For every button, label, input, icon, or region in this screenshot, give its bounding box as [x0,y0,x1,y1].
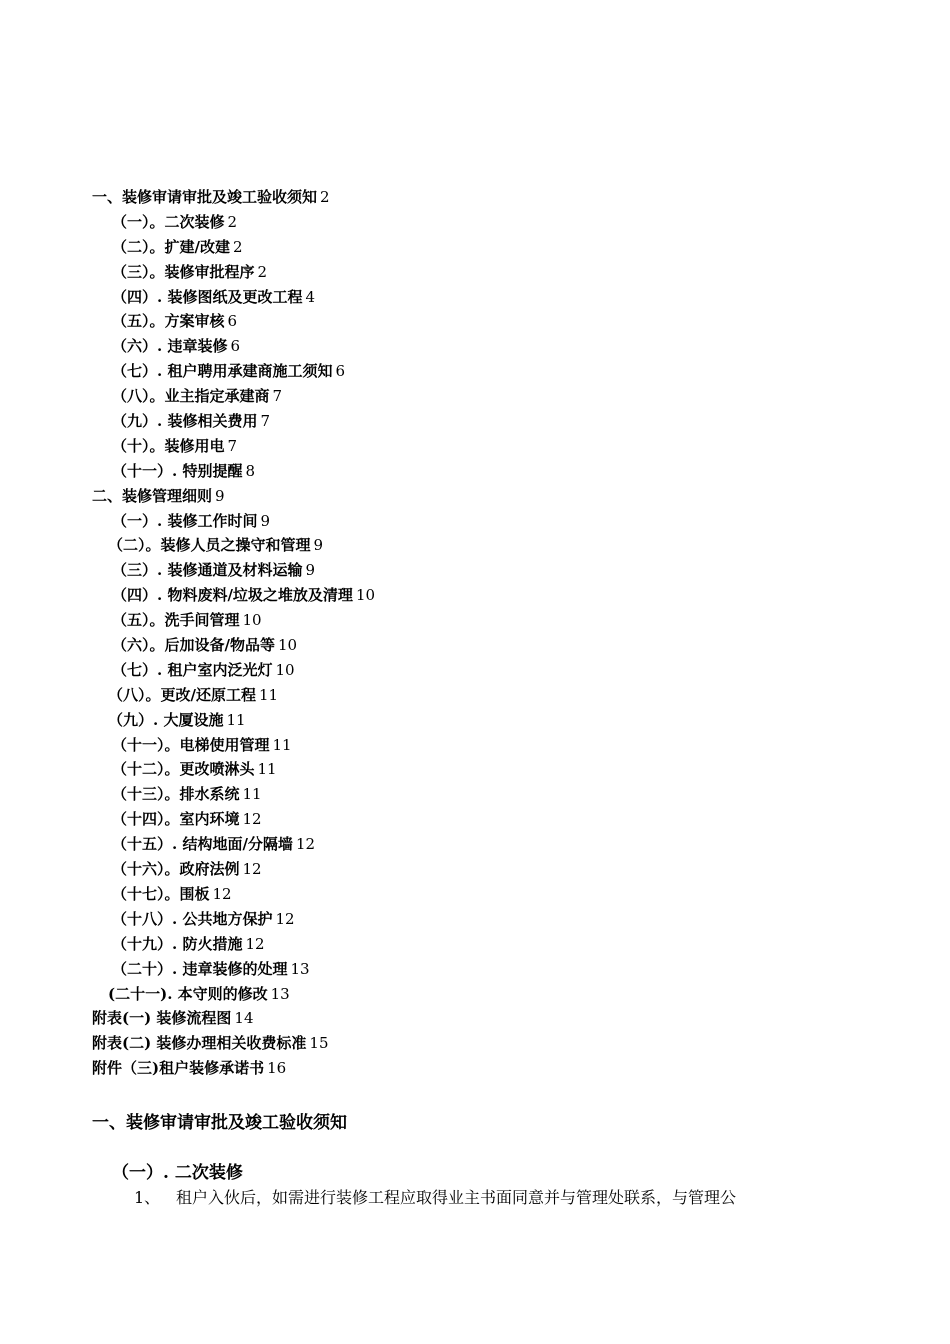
toc-entry-page: 6 [227,312,238,331]
toc-entry[interactable] [92,608,872,633]
toc-entry-title: （八）。更改/还原工程 [108,685,256,704]
toc-entry-title: （十九）. 防火措施 [112,934,243,953]
toc-entry-page: 15 [309,1034,329,1053]
toc-entry[interactable] [92,359,872,384]
toc-entry-title: （十二）。更改喷淋头 [112,760,255,779]
toc-entry-page: 9 [313,536,324,555]
toc-entry-title: （十）。装修用电 [112,436,225,455]
toc-entry-title: (二十一). 本守则的修改 [108,984,268,1003]
toc-entry[interactable] [92,757,872,782]
toc-entry-page: 12 [245,934,265,953]
toc-entry-page: 2 [227,212,238,231]
toc-entry[interactable] [92,334,872,359]
toc-entry[interactable] [92,235,872,260]
toc-entry-title: 一、装修审请审批及竣工验收须知 [92,188,318,206]
toc-entry-title: 附表(一) 装修流程图 [92,1009,232,1028]
toc-entry[interactable] [92,210,872,235]
toc-entry[interactable] [92,185,872,210]
toc-entry-page: 2 [257,262,268,281]
toc-entry[interactable] [92,658,872,683]
toc-entry[interactable] [92,683,872,708]
toc-entry-title: （九）. 装修相关费用 [112,412,258,431]
subsection-heading: （一）. 二次装修 [112,1163,243,1183]
toc-entry-page: 12 [295,835,316,854]
toc-entry[interactable] [92,509,872,534]
toc-entry-page: 10 [242,611,262,630]
toc-entry[interactable] [92,1031,872,1056]
toc-entry[interactable] [92,459,872,484]
toc-entry-title: （六）。后加设备/物品等 [112,636,275,655]
toc-entry-title: （十四）。室内环境 [112,810,240,829]
toc-entry-page: 11 [242,785,262,804]
toc-entry-page: 12 [275,909,295,928]
toc-entry-page: 13 [270,984,290,1003]
toc-entry[interactable] [92,633,872,658]
toc-entry-page: 10 [275,660,295,679]
toc-entry[interactable] [92,558,872,583]
toc-entry-page: 14 [234,1009,254,1028]
toc-entry[interactable] [92,409,872,434]
toc-entry-page: 11 [272,735,292,754]
toc-entry-title: （十六）。政府法例 [112,860,240,879]
toc-entry-page: 7 [260,412,270,431]
toc-entry[interactable] [92,882,872,907]
toc-entry-page: 11 [226,710,246,729]
toc-entry[interactable] [92,1056,872,1081]
toc-entry-title: （七）. 租户聘用承建商施工须知 [112,362,333,381]
paragraph-number: 1、 [134,1188,161,1207]
toc-entry-title: （二）。装修人员之操守和管理 [108,536,311,555]
toc-entry-page: 12 [212,884,232,903]
toc-entry-title: （十三）。排水系统 [112,785,240,804]
toc-entry[interactable] [92,957,872,982]
toc-entry-title: 二、装修管理细则 [92,486,213,505]
toc-entry-title: （三）. 装修通道及材料运输 [112,561,303,580]
toc-entry-page: 9 [215,486,225,505]
toc-entry-title: （五）。洗手间管理 [112,611,240,630]
toc-entry-page: 7 [227,436,238,455]
toc-entry[interactable] [92,285,872,310]
toc-entry[interactable] [92,857,872,882]
table-of-contents [92,185,872,1081]
toc-entry[interactable] [92,932,872,957]
toc-entry-page: 6 [335,362,345,381]
toc-entry-page: 11 [257,760,277,779]
toc-entry[interactable] [92,708,872,733]
toc-entry-page: 12 [242,810,262,829]
toc-entry[interactable] [92,782,872,807]
toc-entry-page: 11 [258,685,279,704]
toc-entry-title: （四）. 装修图纸及更改工程 [112,287,303,306]
toc-entry[interactable] [92,484,872,509]
toc-entry-page: 7 [272,387,283,406]
toc-entry-page: 9 [260,511,270,530]
toc-entry-title: （五）。方案审核 [112,312,225,331]
toc-entry-title: 附件（三)租户装修承诺书 [92,1059,265,1078]
toc-entry[interactable] [92,384,872,409]
toc-entry-page: 9 [305,561,315,580]
paragraph-text: 租户入伙后，如需进行装修工程应取得业主书面同意并与管理处联系，与管理公 [176,1188,737,1207]
toc-entry[interactable] [92,832,872,857]
toc-entry-title: （十一）. 特别提醒 [112,461,243,480]
toc-entry-title: （九）. 大厦设施 [108,710,224,729]
toc-entry-title: （二）。扩建/改建 [112,237,230,256]
toc-entry[interactable] [92,434,872,459]
toc-entry[interactable] [92,533,872,558]
toc-entry-title: （四）. 物料废料/垃圾之堆放及清理 [112,586,353,605]
toc-entry[interactable] [92,807,872,832]
section-heading: 一、装修审请审批及竣工验收须知 [92,1113,347,1133]
toc-entry-page: 10 [277,636,298,655]
toc-entry-title: 附表(二) 装修办理相关收费标准 [92,1034,307,1053]
toc-entry[interactable] [92,1006,872,1031]
toc-entry-title: （十一）。电梯使用管理 [112,735,270,754]
toc-entry-page: 12 [242,860,262,879]
toc-entry[interactable] [92,309,872,334]
toc-entry-title: （十七）。围板 [112,884,210,903]
toc-entry[interactable] [92,260,872,285]
toc-entry-page: 8 [245,461,255,480]
toc-entry-title: （十八）. 公共地方保护 [112,909,273,928]
toc-entry-title: （二十）. 违章装修的处理 [112,959,288,978]
toc-entry[interactable] [92,907,872,932]
toc-entry-page: 2 [232,237,243,256]
toc-entry-title: （六）. 违章装修 [112,337,228,356]
toc-entry-title: （三）。装修审批程序 [112,262,255,281]
toc-entry-title: （一）。二次装修 [112,212,225,231]
toc-entry[interactable] [92,583,872,608]
toc-entry-title: （七）. 租户室内泛光灯 [112,660,273,679]
toc-entry[interactable] [92,982,872,1007]
toc-entry-page: 6 [230,337,240,356]
toc-entry-title: （一）. 装修工作时间 [112,511,258,530]
toc-entry-page: 4 [305,287,315,306]
toc-entry[interactable] [92,733,872,758]
toc-entry-page: 16 [267,1059,287,1078]
paragraph [134,1185,864,1208]
toc-entry-page: 13 [290,959,310,978]
toc-entry-title: （十五）. 结构地面/分隔墙 [112,835,293,854]
toc-entry-page: 2 [320,188,330,206]
toc-entry-page: 10 [355,586,376,605]
toc-entry-title: （八）。业主指定承建商 [112,387,270,406]
